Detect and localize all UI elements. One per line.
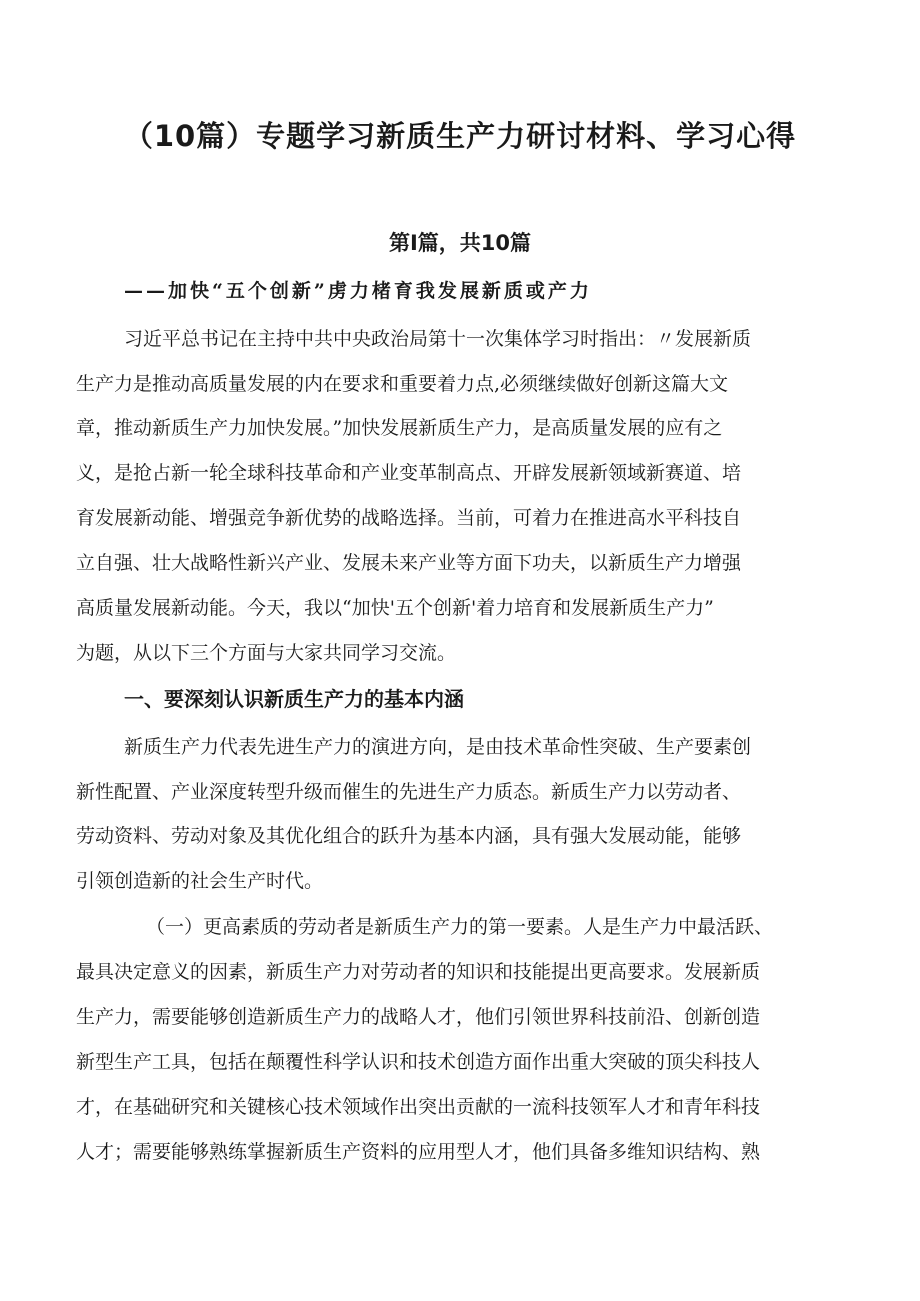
paragraph-1-line: 育发展新动能、增强竞争新优势的战略选择。当前，可着力在推进高水平科技自 bbox=[76, 507, 742, 529]
paragraph-3-line: 才，在基础研究和关键核心技术领域作出突出贡献的一流科技领军人才和青年科技 bbox=[76, 1096, 761, 1118]
section-heading: 一、要深刻认识新质生产力的基本内涵 bbox=[124, 687, 464, 711]
paragraph-1-line: 为题，从以下三个方面与大家共同学习交流。 bbox=[76, 642, 457, 664]
paragraph-2-line: 引领创造新的社会生产时代。 bbox=[76, 870, 324, 892]
paragraph-3-line: （一）更高素质的劳动者是新质生产力的第一要素。人是生产力中最活跃、 bbox=[146, 916, 774, 938]
paragraph-3-line: 最具决定意义的因素，新质生产力对劳动者的知识和技能提出更高要求。发展新质 bbox=[76, 961, 761, 983]
paragraph-1-line: 生产力是推动高质量发展的内在要求和重要着力点,必须继续做好创新这篇大文 bbox=[76, 373, 729, 395]
paragraph-1-line: 章，推动新质生产力加快发展。”加快发展新质生产力，是高质量发展的应有之 bbox=[76, 417, 723, 439]
document-title: （10篇）专题学习新质生产力研讨材料、学习心得 bbox=[123, 119, 797, 153]
paragraph-1-line: 义，是抢占新一轮全球科技革命和产业变革制高点、开辟发展新领域新赛道、培 bbox=[76, 462, 742, 484]
paragraph-2-line: 新性配置、产业深度转型升级而催生的先进生产力质态。新质生产力以劳动者、 bbox=[76, 781, 742, 803]
paragraph-1-line: 高质量发展新动能。今天，我以“加快'五个创新'着力培育和发展新质生产力” bbox=[76, 597, 714, 619]
paragraph-1-line: 习近平总书记在主持中共中央政治局第十一次集体学习时指出：〃发展新质 bbox=[124, 328, 752, 350]
article-subtitle: ——加快“五个创新”虏力楮育我发展新质或产力 bbox=[124, 280, 592, 302]
part-label: 第Ⅰ篇，共10篇 bbox=[388, 231, 532, 255]
paragraph-2-line: 新质生产力代表先进生产力的演进方向，是由技术革命性突破、生产要素创 bbox=[124, 736, 752, 758]
paragraph-3-line: 人才；需要能够熟练掌握新质生产资料的应用型人才，他们具备多维知识结构、熟 bbox=[76, 1141, 761, 1163]
paragraph-3-line: 生产力，需要能够创造新质生产力的战略人才，他们引领世界科技前沿、创新创造 bbox=[76, 1006, 761, 1028]
paragraph-1-line: 立自强、壮大战略性新兴产业、发展未来产业等方面下功夫，以新质生产力增强 bbox=[76, 552, 742, 574]
paragraph-2-line: 劳动资料、劳动对象及其优化组合的跃升为基本内涵，具有强大发展动能，能够 bbox=[76, 825, 742, 847]
paragraph-3-line: 新型生产工具，包括在颠覆性科学认识和技术创造方面作出重大突破的顶尖科技人 bbox=[76, 1051, 761, 1073]
